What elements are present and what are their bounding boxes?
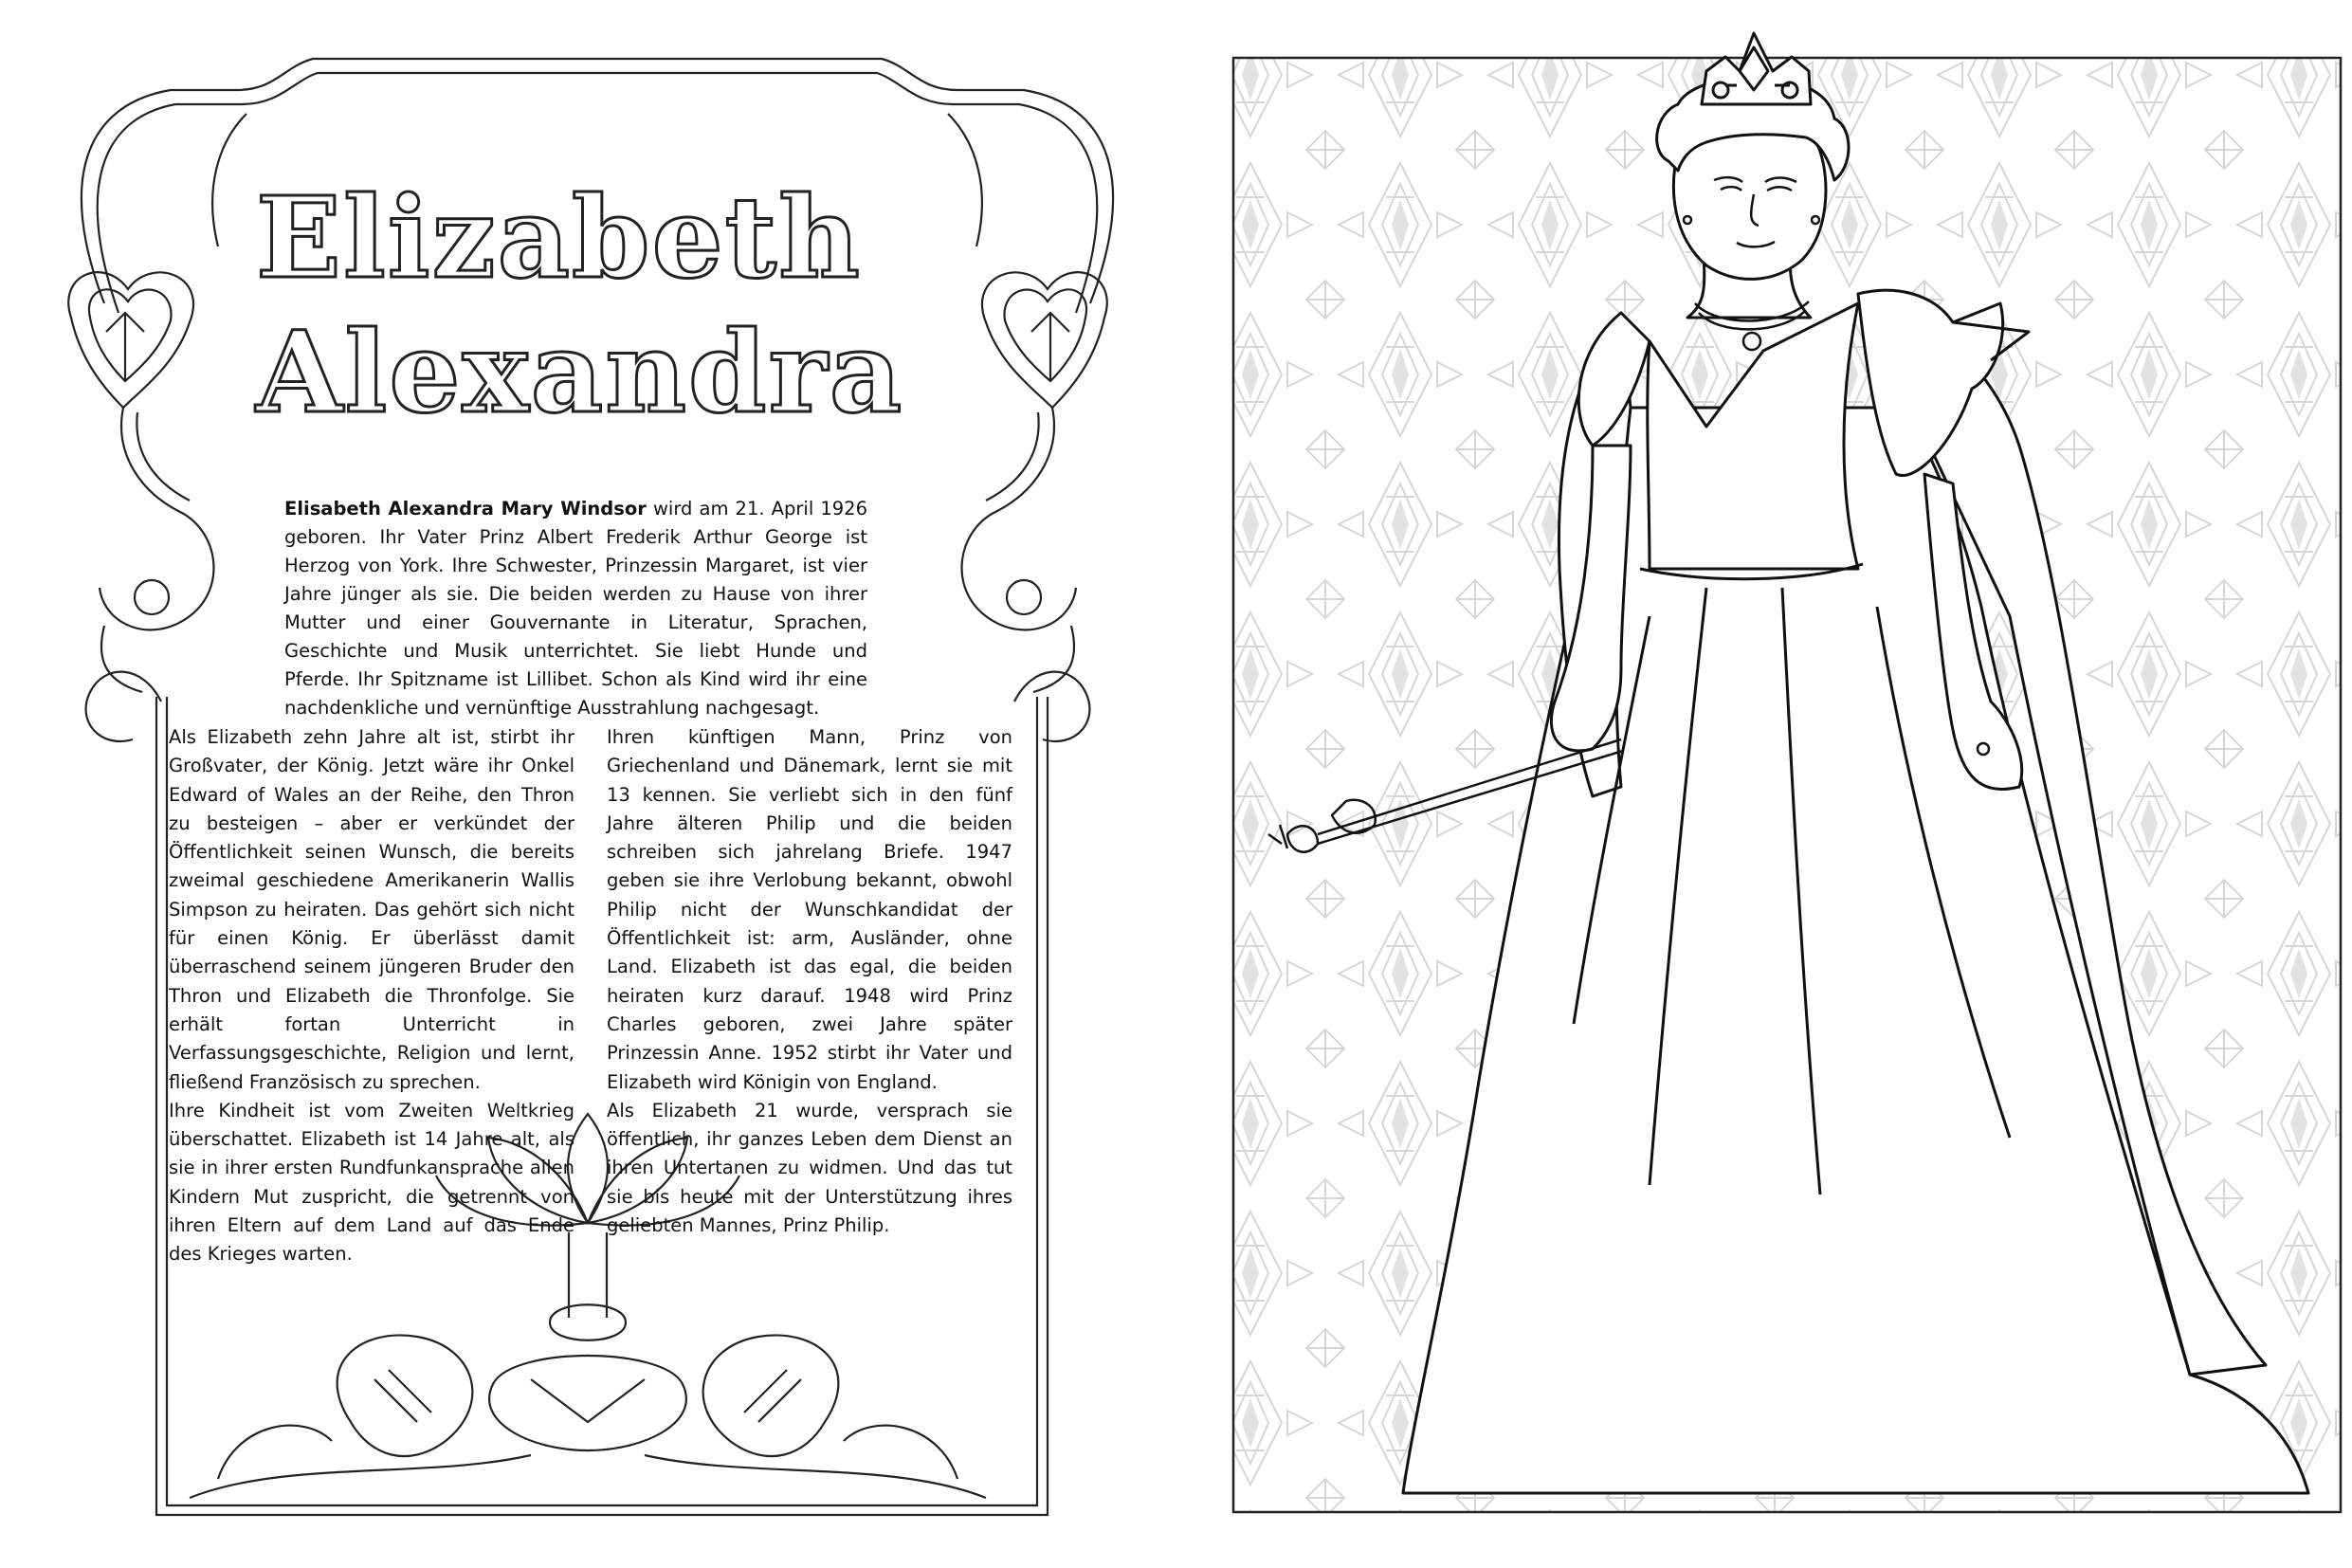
intro-name: Elisabeth Alexandra Mary Windsor [284, 498, 647, 520]
column-left [169, 723, 574, 1269]
body-columns [169, 723, 1012, 1269]
col1-paragraph-1: Als Elizabeth zehn Jahre alt ist, stirbt ihr Großvater, der König. Jetzt wäre ihr Onkel Edward of Wales an der Reihe, den Thron zu besteigen – aber er verkündet der Öffentlichkeit seinen Wunsch, die bereits zweimal geschiedene Amerikanerin Wallis Simpson zu heiraten. Das gehört sich nicht für einen König. Er überlässt damit überraschend seinem jüngeren Bruder den Thron und Elizabeth die Thronfolge. Sie erhält fortan Unterricht in Verfassungsgeschichte, Religion und lernt, fließend Französisch zu sprechen. [169, 726, 574, 1093]
queen-illustration [1176, 0, 2352, 1568]
title-line-1: Elizabeth [256, 172, 862, 303]
col2-paragraph-1: Ihren künftigen Mann, Prinz von Griechenland und Dänemark, lernt sie mit 13 kennen. Sie verliebt sich in den fünf Jahre älteren Philip und die beiden schreiben sich jahrelang Briefe. 1947 geben sie ihre Verlobung bekannt, obwohl Philip nicht der Wunschkandidat der Öffentlichkeit ist: arm, Ausländer, ohne Land. Elizabeth ist das egal, die beiden heiraten kurz darauf. 1948 wird Prinz Charles geboren, zwei Jahre später Prinzessin Anne. 1952 stirbt ihr Vater und Elizabeth wird Königin von England. [607, 726, 1012, 1093]
title-line-2: Alexandra [256, 306, 904, 438]
intro-paragraph [284, 495, 867, 722]
intro-text: wird am 21. April 1926 geboren. Ihr Vater Prinz Albert Frederik Arthur George ist Herzog von York. Ihre Schwester, Prinzessin Margaret, ist vier Jahre jünger als sie. Die beiden werden zu Hause von ihrer Mutter und einer Gouvernante in Literatur, Sprachen, Geschichte und Musik unterrichtet. Sie liebt Hunde und Pferde. Ihr Spitzname ist Lillibet. Schon als Kind wird ihr eine nachdenkliche und vernünftige Ausstrahlung nachgesagt. [284, 498, 867, 719]
right-page [1176, 0, 2352, 1568]
column-right [607, 723, 1012, 1269]
page-title [256, 171, 939, 440]
col1-paragraph-2: Ihre Kindheit ist vom Zweiten Weltkrieg überschattet. Elizabeth ist 14 Jahre alt, als sie in ihrer ersten Rundfunkansprache allen Kindern Mut zuspricht, die getrennt von ihren Eltern auf dem Land auf das Ende des Krieges warten. [169, 1099, 574, 1266]
col2-paragraph-2: Als Elizabeth 21 wurde, versprach sie öffentlich, ihr ganzes Leben dem Dienst an ihren Untertanen zu widmen. Und das tut sie bis heute mit der Unterstützung ihres geliebten Mannes, Prinz Philip. [607, 1099, 1012, 1237]
